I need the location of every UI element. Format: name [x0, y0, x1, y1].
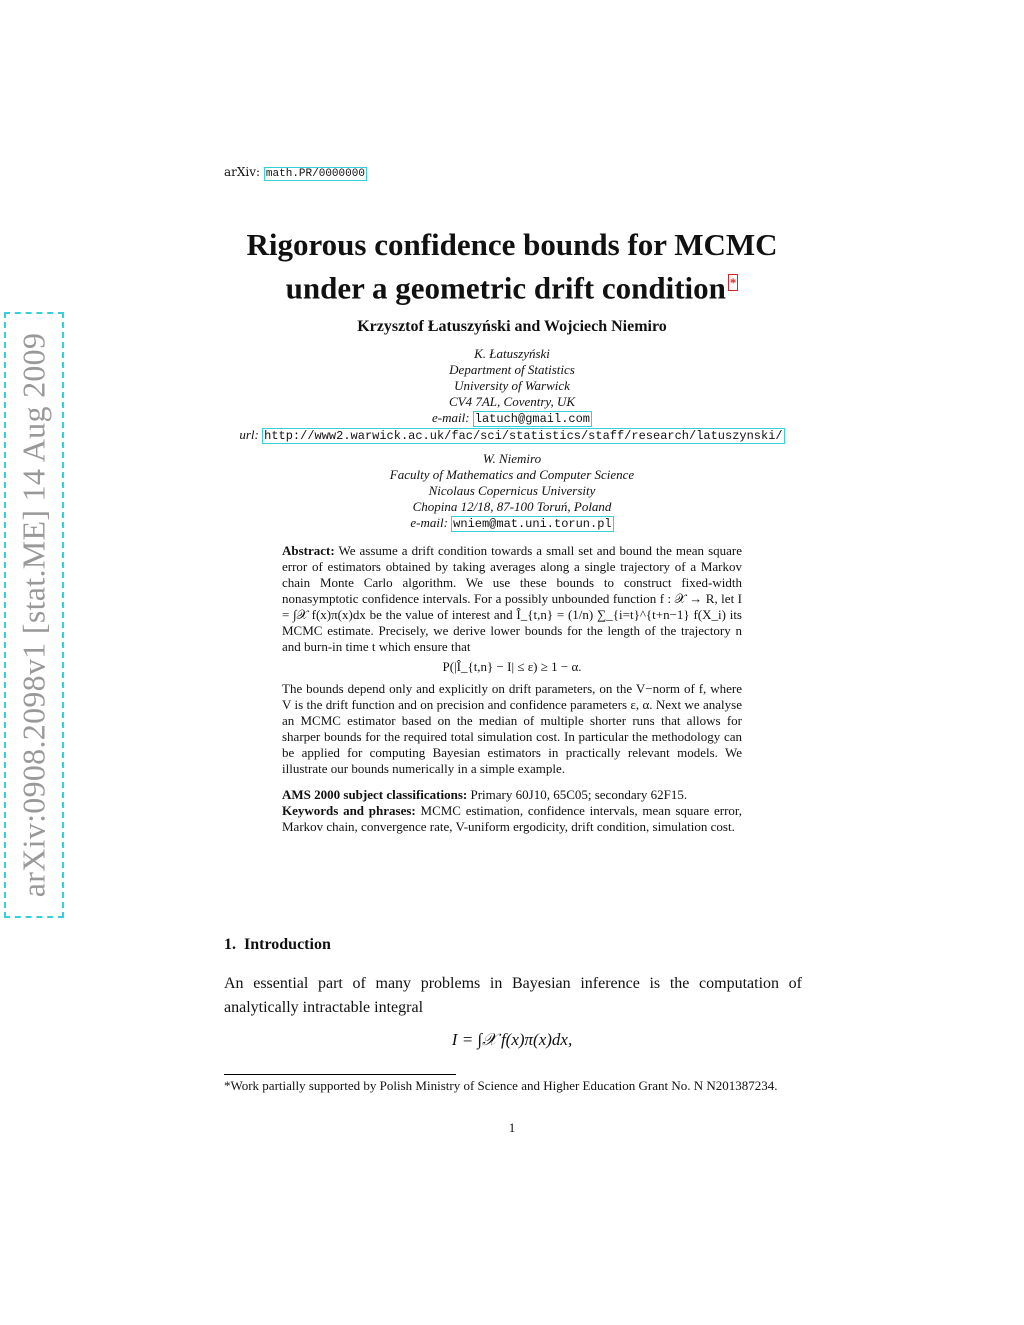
- affil1-email-link[interactable]: latuch@gmail.com: [474, 412, 590, 426]
- section-title: Introduction: [244, 936, 331, 953]
- keywords: [282, 803, 742, 835]
- title-line-2-text: under a geometric drift condition: [285, 270, 726, 306]
- arxiv-identifier-line: [224, 165, 367, 180]
- affiliation-2: [0, 451, 1024, 532]
- affil1-name: K. Łatuszyński: [474, 346, 550, 361]
- affil1-univ: University of Warwick: [454, 378, 570, 393]
- intro-paragraph: An essential part of many problems in Bayesian inference is the computation of analytically intractable integral: [224, 975, 802, 1016]
- title-line-1: Rigorous confidence bounds for MCMC: [246, 227, 778, 262]
- affil1-email-label: e-mail:: [431, 410, 470, 425]
- affil2-name: W. Niemiro: [482, 451, 542, 466]
- title-line-2: [0, 264, 1024, 307]
- affil2-address: Chopina 12/18, 87-100 Toruń, Poland: [412, 499, 612, 514]
- footnote-rule: [224, 1074, 456, 1075]
- abstract-paragraph-1: [282, 543, 742, 655]
- affil2-email-row: [0, 515, 1024, 532]
- affil1-dept: Department of Statistics: [449, 362, 575, 377]
- affil1-url-label: url:: [239, 427, 259, 442]
- abstract-text-2: The bounds depend only and explicitly on drift parameters, on the V−norm of f, where V is the drift function and on precision and confidence parameters ε, α. Next we analyse an MCMC estimator based on the median of multiple shorter runs that allows for sharper bounds for the required total simulation cost. In particular the methodology can be applied for computing Bayesian estimators in practically relevant models. We illustrate our bounds numerically in a simple example.: [282, 681, 742, 776]
- affil2-email-label: e-mail:: [410, 515, 448, 530]
- section-heading: [224, 936, 331, 954]
- affil1-email-row: [0, 410, 1024, 427]
- affil1-url-link[interactable]: http://www2.warwick.ac.uk/fac/sci/statistics/staff/research/latuszynski/: [264, 429, 783, 443]
- keywords-label: Keywords and phrases:: [282, 803, 416, 818]
- affil1-url-row: [0, 427, 1024, 444]
- display-equation: I = ∫𝒳 f(x)π(x)dx,: [451, 1030, 573, 1049]
- affil2-univ: Nicolaus Copernicus University: [428, 483, 596, 498]
- abstract-equation: P(|Î_{t,n} − I| ≤ ε) ≥ 1 − α.: [442, 659, 582, 674]
- arxiv-id-link[interactable]: math.PR/0000000: [265, 168, 365, 180]
- affil2-email-link[interactable]: wniem@mat.uni.torun.pl: [453, 517, 612, 531]
- affiliation-1: [0, 346, 1024, 444]
- ams-text: Primary 60J10, 65C05; secondary 62F15.: [470, 787, 688, 802]
- ams-label: AMS 2000 subject classifications:: [282, 787, 468, 802]
- authors: Krzysztof Łatuszyński and Wojciech Niemiro: [357, 318, 667, 335]
- paper-title: [0, 226, 1024, 307]
- abstract-block: [282, 543, 742, 835]
- footnote: *Work partially supported by Polish Ministry of Science and Higher Education Grant No. N N201387234.: [224, 1078, 778, 1093]
- keywords-text: MCMC estimation, confidence intervals, mean square error, Markov chain, convergence rate, V-uniform ergodicity, drift condition, simulation cost.: [282, 803, 742, 834]
- title-footnote-mark[interactable]: *: [729, 275, 737, 290]
- abstract-label: Abstract:: [282, 543, 335, 558]
- arxiv-prefix: arXiv:: [224, 165, 261, 179]
- ams-classification: [282, 787, 742, 803]
- arxiv-stamp-text: arXiv:0908.2098v1 [stat.ME] 14 Aug 2009: [15, 332, 52, 898]
- abstract-text-1: We assume a drift condition towards a small set and bound the mean square error of estimators obtained by taking averages along a single trajectory of a Markov chain Monte Carlo algorithm. We use these bounds to construct fixed-width nonasymptotic confidence intervals. For a possibly unbounded function f : 𝒳 → R, let I = ∫𝒳 f(x)π(x)dx be the value of interest and Î_{t,n} = (1/n) ∑_{i=t}^{t+n−1} f(X_i) its MCMC estimate. Precisely, we derive lower bounds for the length of the trajectory n and burn-in time t which ensure that: [282, 543, 742, 654]
- page-number: 1: [508, 1120, 516, 1135]
- section-number: 1.: [224, 936, 236, 953]
- affil2-dept: Faculty of Mathematics and Computer Science: [389, 467, 635, 482]
- affil1-address: CV4 7AL, Coventry, UK: [448, 394, 576, 409]
